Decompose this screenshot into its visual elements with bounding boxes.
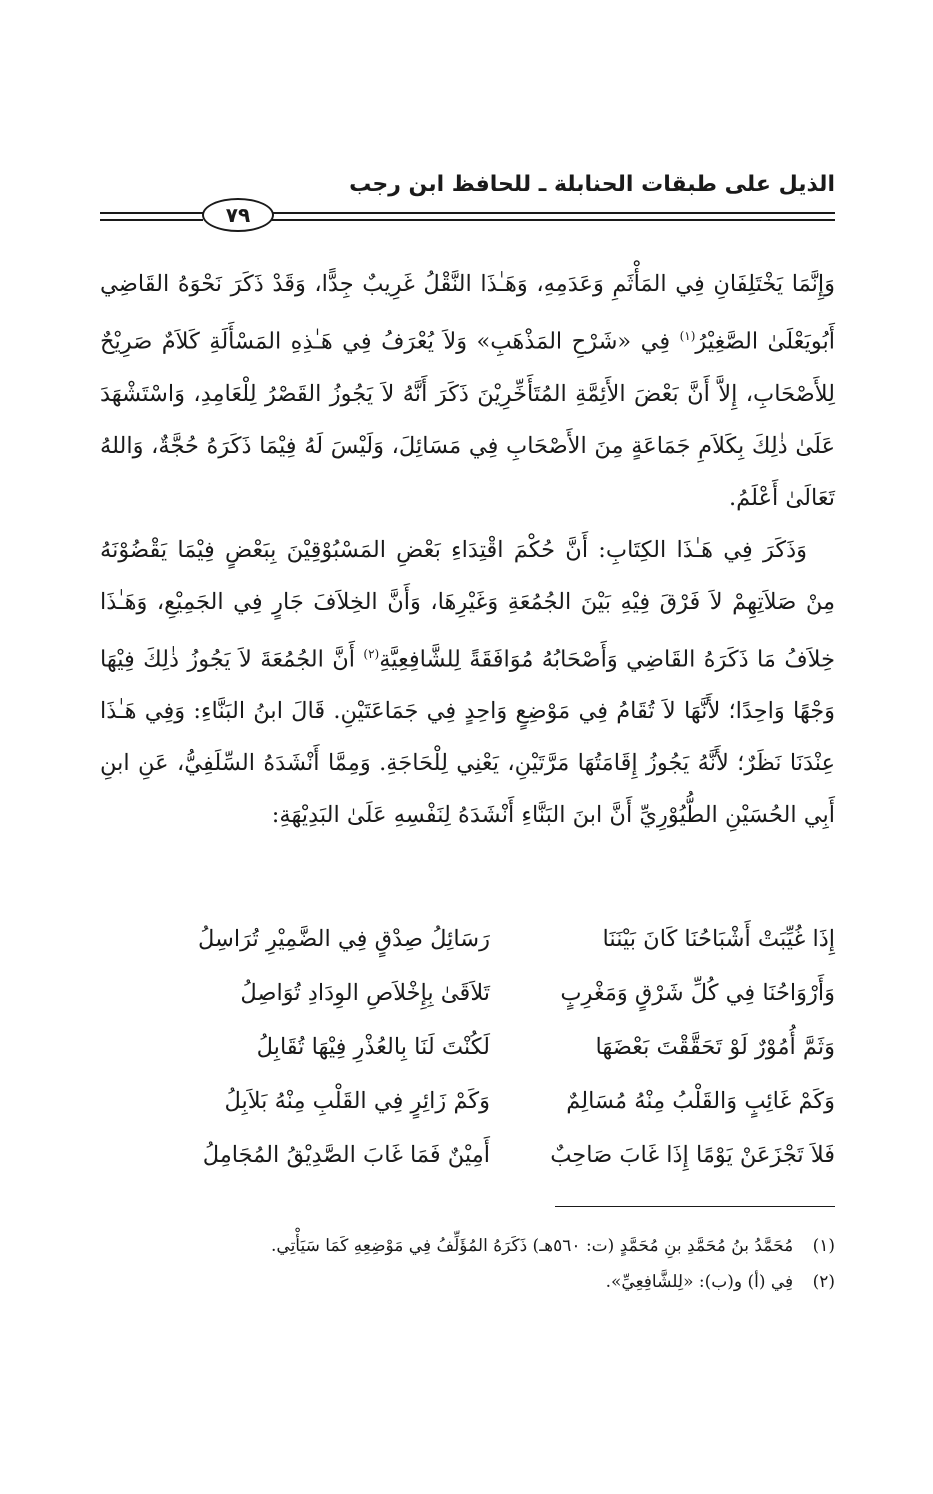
paragraph-2 — [100, 524, 835, 842]
verse-hemistich-second: أَمِيْنٌ فَمَا غَابَ الصَّدِيْقُ المُجَامِلُ — [202, 1142, 490, 1168]
verse-hemistich-first: إِذَا غُيِّبَتْ أَشْبَاحُنَا كَانَ بَيْنَنَا — [602, 926, 835, 952]
footnote-number: (١) — [812, 1236, 835, 1256]
page-number: ٧٩ — [202, 198, 274, 232]
footnote-text: فِي (أ) و(ب): «لِلشَّافِعِيِّ». — [605, 1272, 794, 1292]
footnote-marker-1: (١) — [679, 329, 696, 343]
footnote-1 — [100, 1228, 835, 1264]
verse-line — [100, 1074, 835, 1128]
footnote-text: مُحَمَّدُ بنُ مُحَمَّدِ بنِ مُحَمَّدٍ (ت: ٥٦٠هـ) ذَكَرَهُ المُؤَلِّفُ فِي مَوْضِعِهِ كَمَا سَيَأْتِي. — [271, 1236, 794, 1256]
poem — [100, 912, 835, 1182]
verse-line — [100, 1128, 835, 1182]
footnote-number: (٢) — [812, 1272, 835, 1292]
verse-line — [100, 966, 835, 1020]
footnote-separator — [555, 1206, 835, 1207]
body-text — [100, 258, 835, 841]
verse-hemistich-first: وَثَمَّ أُمُوْرٌ لَوْ تَحَقَّقْتَ بَعْضَهَا — [595, 1034, 835, 1060]
paragraph-2-text-b: أَنَّ الجُمُعَةَ لاَ يَجُوزُ ذٰلِكَ فِيْهَا وَجْهًا وَاحِدًا؛ لأَنَّهَا لاَ تُقَامُ فِي مَوْضِعٍ وَاحِدٍ فِي جَمَاعَتَيْنِ. قَالَ ابنُ البَنَّاءِ: وَفِي هَـٰذَا عِنْدَنَا نَظَرٌ؛ لأَنَّهُ يَجُوزُ إِقَامَتُهَا مَرَّتَيْنِ، يَعْنِي لِلْحَاجَةِ. وَمِمَّا أَنْشَدَهُ السِّلَفِيُّ، عَنِ ابنِ أَبِي الحُسَيْنِ الطُّيُوْرِيِّ أَنَّ ابنَ البَنَّاءِ أَنْشَدَهُ لِنَفْسِهِ عَلَىٰ البَدِيْهَةِ: — [100, 646, 835, 828]
footnote-marker-2: (٢) — [363, 646, 380, 661]
verse-line — [100, 1020, 835, 1074]
verse-hemistich-first: وَكَمْ غَائِبٍ وَالقَلْبُ مِنْهُ مُسَالِمٌ — [566, 1088, 835, 1114]
verse-hemistich-first: وَأَرْوَاحُنَا فِي كُلِّ شَرْقٍ وَمَغْرِبٍ — [560, 980, 835, 1006]
verse-hemistich-second: رَسَائِلُ صِدْقٍ فِي الضَّمِيْرِ تُرَاسِلُ — [197, 926, 490, 952]
header-rule-left — [100, 212, 203, 221]
verse-line — [100, 912, 835, 966]
running-head-title: الذيل على طبقات الحنابلة ـ للحافظ ابن رجب — [349, 172, 835, 197]
footnotes — [100, 1228, 835, 1300]
header-rule-right — [270, 212, 835, 221]
footnote-2 — [100, 1264, 835, 1300]
verse-hemistich-second: لَكُنْتَ لَنَا بِالعُذْرِ فِيْهَا تُقَابِلُ — [256, 1034, 490, 1060]
verse-hemistich-second: تَلاَقَىٰ بِإِخْلاَصِ الوِدَادِ تُوَاصِلُ — [240, 980, 490, 1006]
paragraph-1-text-b: فِي «شَرْحِ المَذْهَبِ» وَلاَ يُعْرَفُ فِي هَـٰذِهِ المَسْأَلَةِ كَلاَمٌ صَرِيْحٌ لِلأَصْحَابِ، إِلاَّ أَنَّ بَعْضَ الأَئِمَّةِ المُتَأَخِّرِيْنَ ذَكَرَ أَنَّهُ لاَ يَجُوزُ القَصْرُ لِلْعَامِدِ، وَاسْتَشْهَدَ عَلَىٰ ذٰلِكَ بِكَلاَمِ جَمَاعَةٍ مِنَ الأَصْحَابِ فِي مَسَائِلَ، وَلَيْسَ لَهُ فِيْمَا ذَكَرَهُ حُجَّةٌ، وَاللهُ تَعَالَىٰ أَعْلَمُ. — [100, 328, 835, 511]
paragraph-2-text-a: وَذَكَرَ فِي هَـٰذَا الكِتَابِ: أَنَّ حُكْمَ اقْتِدَاءِ بَعْضِ المَسْبُوْقِيْنَ بِبَعْضٍ فِيْمَا يَقْضُوْنَهُ مِنْ صَلاَتِهِمْ لاَ فَرْقَ فِيْهِ بَيْنَ الجُمُعَةِ وَغَيْرِهَا، وَأَنَّ الخِلاَفَ جَارٍ فِي الجَمِيْعِ، وَهَـٰذَا خِلاَفُ مَا ذَكَرَهُ القَاضِي وَأَصْحَابُهُ مُوَافَقَةً لِلشَّافِعِيَّةِ — [100, 536, 835, 672]
paragraph-1-text-a: وَإِنَّمَا يَخْتَلِفَانِ فِي المَأْثَمِ وَعَدَمِهِ، وَهَـٰذَا النَّقْلُ غَرِيبٌ جِدًّا، وَقَدْ ذَكَرَ نَحْوَهُ القَاضِي أَبُويَعْلَىٰ الصَّغِيْرُ — [100, 271, 835, 355]
verse-hemistich-first: فَلاَ تَجْزَعَنْ يَوْمًا إِذَا غَابَ صَاحِبٌ — [550, 1142, 835, 1168]
verse-hemistich-second: وَكَمْ زَائِرٍ فِي القَلْبِ مِنْهُ بَلاَبِلُ — [224, 1088, 490, 1114]
paragraph-1 — [100, 258, 835, 524]
